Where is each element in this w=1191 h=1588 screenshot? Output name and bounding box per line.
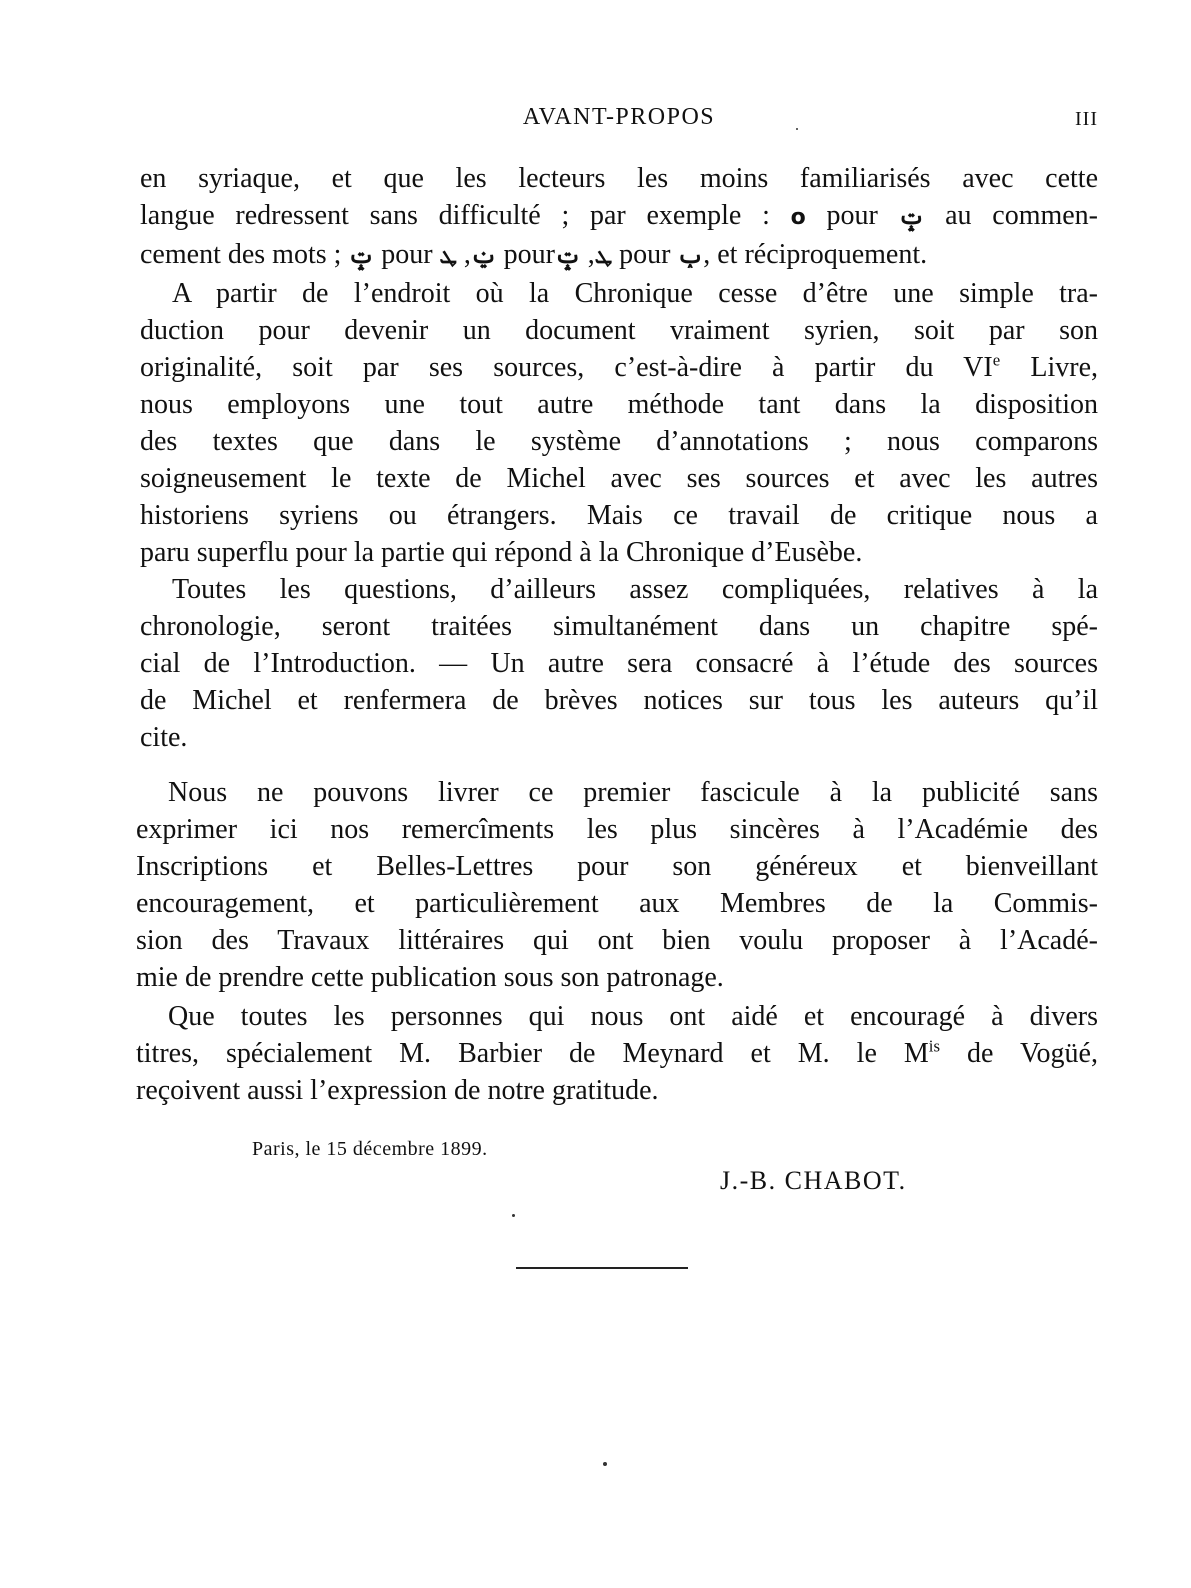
p1-line3-e: , [580,239,595,270]
syriac-glyph: ܛ [439,244,457,269]
syriac-glyph: ݓ [898,205,925,230]
p2-line7: historiens syriens ou étrangers. Mais ce travail de critique nous a [140,500,1098,531]
p4-line2: exprimer ici nos remercîments les plus sincères à l’Académie des [136,814,1098,845]
p3-line4: de Michel et renfermera de brèves notices sur tous les auteurs qu’il [140,685,1098,716]
p1-line2-end: au commen- [924,200,1099,231]
p5-line2-a: titres, spécialement M. Barbier de Meynard et M. le M [136,1038,929,1069]
p2-line3-sup: e [992,350,1001,370]
p5-line1: Que toutes les personnes qui nous ont aidé et encouragé à divers [168,1001,1098,1032]
p3-line2: chronologie, seront traitées simultanément dans un chapitre spé- [140,611,1098,642]
print-speck [796,128,798,130]
p2-line3-b: Livre, [1000,352,1098,383]
acknowledgements [136,774,1098,1109]
p2-line5: des textes que dans le système d’annotations ; nous comparons [140,426,1098,457]
p3-line1: Toutes les questions, d’ailleurs assez compliquées, relatives à la [172,574,1098,605]
p1-line3-f: pour [612,239,678,270]
syriac-glyph: o [790,205,806,230]
p5-line3: reçoivent aussi l’expression de notre gratitude. [136,1075,659,1106]
p5-line2-b: de Vogüé, [940,1038,1098,1069]
syriac-glyph: ݓ [554,244,581,269]
p4-line6: mie de prendre cette publication sous son patronage. [136,962,724,993]
syriac-glyph: ݕ [677,244,704,269]
p1-line3-b: pour [374,239,440,270]
p2-line4: nous employons une tout autre méthode tant dans la disposition [140,389,1098,420]
p2-line2: duction pour devenir un document vraiment syrien, soit par son [140,315,1098,346]
p2-line8: paru superflu pour la partie qui répond à la Chronique d’Eusèbe. [140,537,863,568]
p4-line3: Inscriptions et Belles-Lettres pour son généreux et bienveillant [136,851,1098,882]
page-number: III [1075,108,1098,130]
p1-line3-g: , et réciproquement. [703,239,928,270]
p1-line2 [140,197,1098,236]
p5-line2-sup: is [928,1036,940,1056]
p1-line3 [140,236,1098,275]
p2-line6: soigneusement le texte de Michel avec ses sources et avec les autres [140,463,1098,494]
p1-line2-text: langue redressent sans difficulté ; par exemple : [140,200,791,231]
signature: J.-B. CHABOT. [720,1166,907,1195]
p1-line2-mid: pour [805,200,899,231]
p2-line3 [140,349,1098,386]
p2-line3-a: originalité, soit par ses sources, c’est-à-dire à partir du VI [140,352,993,383]
body-text [140,160,1098,756]
p4-line1: Nous ne pouvons livrer ce premier fascicule à la publicité sans [168,777,1098,808]
print-speck [603,1462,607,1466]
closing-rule [516,1267,688,1269]
syriac-glyph: ݔ [470,244,497,269]
p4-line4: encouragement, et particulièrement aux Membres de la Commis- [136,888,1098,919]
p1-line3-c: , [456,239,471,270]
print-speck [512,1214,515,1217]
p3-line5: cite. [140,722,188,753]
running-head [140,104,1098,134]
p4-line5: sion des Travaux littéraires qui ont bien voulu proposer à l’Acadé- [136,925,1098,956]
syriac-glyph: ܛ [594,244,613,269]
p1-line3-d: pour [496,239,555,270]
syriac-glyph: ݓ [348,244,375,269]
p2-line1: A partir de l’endroit où la Chronique cesse d’être une simple tra- [172,278,1098,309]
p3-line3: cial de l’Introduction. — Un autre sera consacré à l’étude des sources [140,648,1098,679]
p1-line1: en syriaque, et que les lecteurs les moins familiarisés avec cette [140,163,1098,194]
running-title: AVANT-PROPOS [522,104,716,130]
p5-line2 [136,1035,1098,1072]
p1-line3-a: cement des mots ; [140,239,349,270]
place-date: Paris, le 15 décembre 1899. [252,1138,488,1160]
